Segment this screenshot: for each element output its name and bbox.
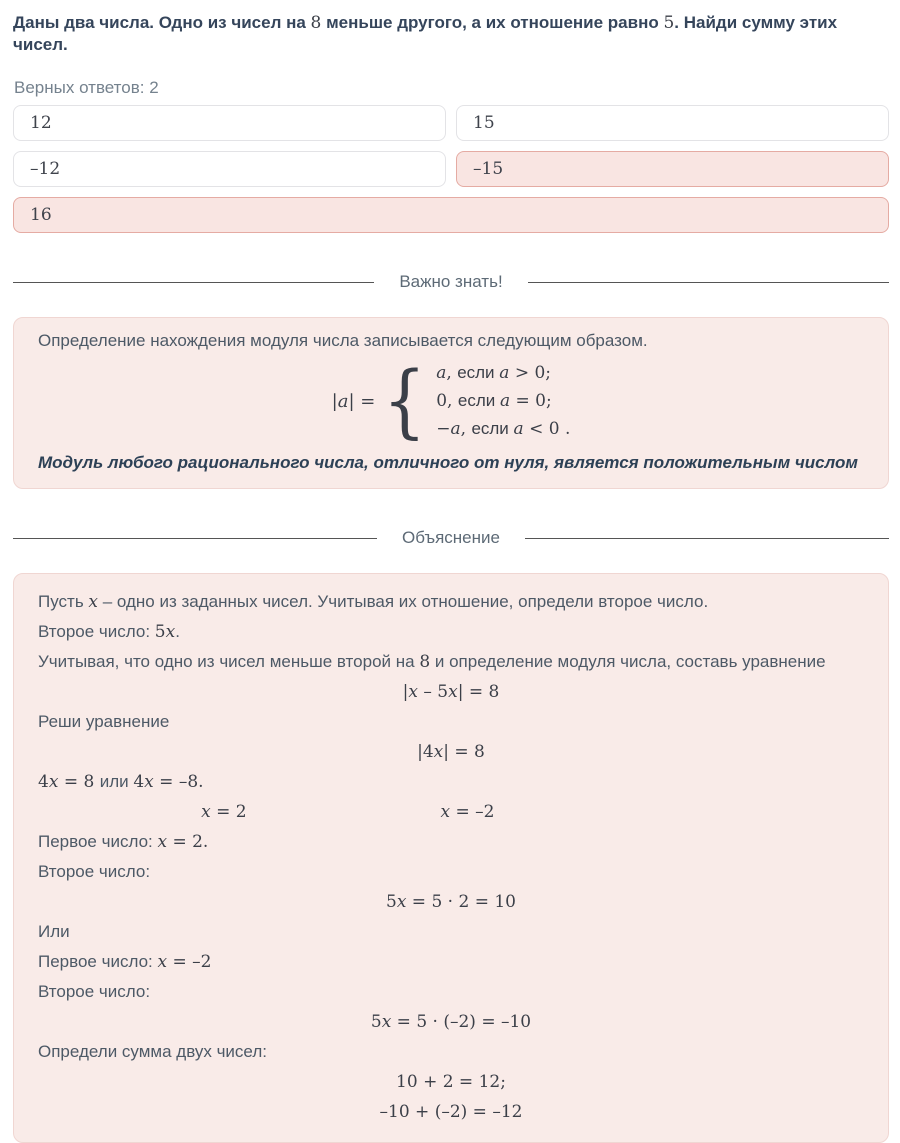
case-negative: [436, 415, 570, 443]
answer-option[interactable]: [13, 151, 446, 187]
text-line: [38, 707, 864, 737]
text-line: [38, 647, 864, 677]
text-segment: и определение модуля числа, составь уравнение: [430, 652, 826, 672]
text-segment: 10 + 2 = 12;: [396, 1072, 506, 1093]
text-segment: 5: [370, 1012, 382, 1033]
formula-line: [38, 677, 864, 707]
text-segment: x: [48, 772, 59, 793]
text-line: [38, 1037, 864, 1067]
text-segment: Определи сумма двух чисел:: [38, 1042, 267, 1062]
text-segment: x: [448, 682, 458, 703]
text-segment: = –2: [167, 952, 212, 973]
text-segment: a: [499, 391, 511, 412]
text-line: [38, 617, 864, 647]
text-segment: Второе число:: [38, 862, 151, 882]
answer-option[interactable]: [456, 151, 889, 187]
answer-label: 12: [30, 113, 52, 134]
text-segment: 0,: [436, 391, 458, 412]
answer-label: 15: [473, 113, 495, 134]
text-segment: a: [436, 363, 447, 384]
section-divider-know: [13, 272, 889, 292]
text-segment: |: [402, 682, 409, 703]
curly-brace-icon: {: [383, 354, 427, 448]
text-segment: Второе число:: [38, 982, 151, 1002]
modulus-definition-intro: Определение нахождения модуля числа записывается следующим образом.: [38, 331, 648, 351]
text-line: [38, 977, 864, 1007]
text-segment: если: [471, 419, 514, 439]
formula-left: [201, 797, 246, 827]
text-segment: a: [499, 363, 510, 384]
text-line: [38, 947, 864, 977]
text-segment: 4: [133, 772, 145, 793]
question-title: [13, 12, 889, 56]
text-segment: x: [144, 772, 154, 793]
text-line: [38, 587, 864, 617]
text-segment: 5: [154, 622, 166, 643]
text-segment: | = 8: [443, 742, 485, 763]
text-segment: x: [408, 682, 418, 703]
text-segment: меньше другого, а их отношение равно: [321, 13, 664, 32]
text-segment: = –2: [450, 802, 495, 823]
formula-lhs: [332, 391, 376, 412]
section-divider-explanation: [13, 528, 889, 548]
text-segment: | =: [348, 390, 376, 412]
text-segment: = –8.: [153, 772, 204, 793]
text-segment: или: [99, 772, 134, 792]
text-segment: 5: [663, 13, 675, 33]
text-segment: = 0;: [510, 391, 552, 412]
text-segment: > 0;: [509, 363, 552, 384]
text-segment: – одно из заданных чисел. Учитывая их отношение, определи второе число.: [98, 592, 709, 612]
text-segment: = 5 · (–2) = –10: [391, 1012, 532, 1033]
text-segment: x: [396, 892, 407, 913]
section-title-know: Важно знать!: [399, 272, 503, 292]
formula-cases: [436, 359, 570, 443]
text-segment: Первое число:: [38, 832, 158, 852]
text-line: [38, 857, 864, 887]
text-segment: Или: [38, 922, 70, 942]
text-segment: a: [513, 419, 524, 440]
text-segment: Реши уравнение: [38, 712, 170, 732]
text-segment: Даны два числа. Одно из чисел на: [13, 13, 311, 32]
text-segment: – 5: [418, 682, 449, 703]
text-segment: a: [337, 390, 349, 412]
answers-grid: [13, 105, 889, 233]
answer-label: –15: [473, 159, 504, 180]
formula-line: [38, 1007, 864, 1037]
explanation-content: [38, 587, 864, 1127]
formula-line: [38, 1097, 864, 1127]
text-segment: 8: [419, 652, 431, 673]
formula-pair: [38, 797, 864, 827]
text-segment: если: [457, 391, 500, 411]
modulus-definition-formula: [38, 354, 864, 448]
explanation-box: [13, 573, 889, 1143]
text-segment: –10 + (–2) = –12: [379, 1102, 523, 1123]
text-segment: . Найди сумму этих чисел.: [13, 13, 838, 55]
answer-label: –12: [30, 159, 61, 180]
text-segment: Учитывая, что одно из чисел меньше второй на: [38, 652, 420, 672]
text-segment: если: [457, 363, 500, 383]
text-segment: x: [201, 802, 211, 823]
formula-line: [38, 1067, 864, 1097]
text-segment: = 5 · 2 = 10: [406, 892, 516, 913]
text-segment: |4: [417, 742, 434, 763]
text-line: [38, 827, 864, 857]
text-line: [38, 767, 864, 797]
text-segment: ,: [460, 419, 472, 440]
text-segment: x: [381, 1012, 392, 1033]
modulus-rule-note: Модуль любого рационального числа, отличного от нуля, является положительным числом: [38, 453, 858, 473]
text-segment: x: [157, 832, 168, 853]
answer-label: 16: [30, 205, 52, 226]
section-title-explanation: Объяснение: [402, 528, 500, 548]
formula-line: [38, 887, 864, 917]
case-zero: [436, 387, 570, 415]
text-segment: x: [157, 952, 168, 973]
text-segment: |: [331, 390, 338, 412]
text-segment: 5: [385, 892, 397, 913]
formula-right: [441, 797, 495, 827]
text-segment: x: [88, 592, 98, 613]
formula-line: [38, 737, 864, 767]
text-segment: | = 8: [457, 682, 500, 703]
text-segment: .: [175, 622, 180, 642]
correct-answers-count: Верных ответов: 2: [14, 78, 159, 98]
case-positive: [436, 359, 570, 387]
text-segment: ,: [446, 363, 458, 384]
answer-option[interactable]: [13, 197, 889, 233]
text-segment: = 8: [58, 772, 100, 793]
text-segment: = 2: [210, 802, 247, 823]
text-segment: = 2.: [167, 832, 209, 853]
text-segment: < 0 .: [523, 419, 571, 440]
text-segment: −: [436, 419, 451, 440]
text-segment: x: [165, 622, 176, 643]
text-segment: x: [433, 742, 444, 763]
text-segment: a: [450, 419, 461, 440]
text-segment: Пусть: [38, 592, 89, 612]
text-segment: Первое число:: [38, 952, 158, 972]
text-line: [38, 917, 864, 947]
text-segment: x: [440, 802, 451, 823]
text-segment: Второе число:: [38, 622, 155, 642]
text-segment: 4: [38, 772, 49, 793]
important-info-box: [13, 317, 889, 489]
answer-option[interactable]: [13, 105, 446, 141]
text-segment: 8: [310, 13, 322, 33]
answer-option[interactable]: [456, 105, 889, 141]
